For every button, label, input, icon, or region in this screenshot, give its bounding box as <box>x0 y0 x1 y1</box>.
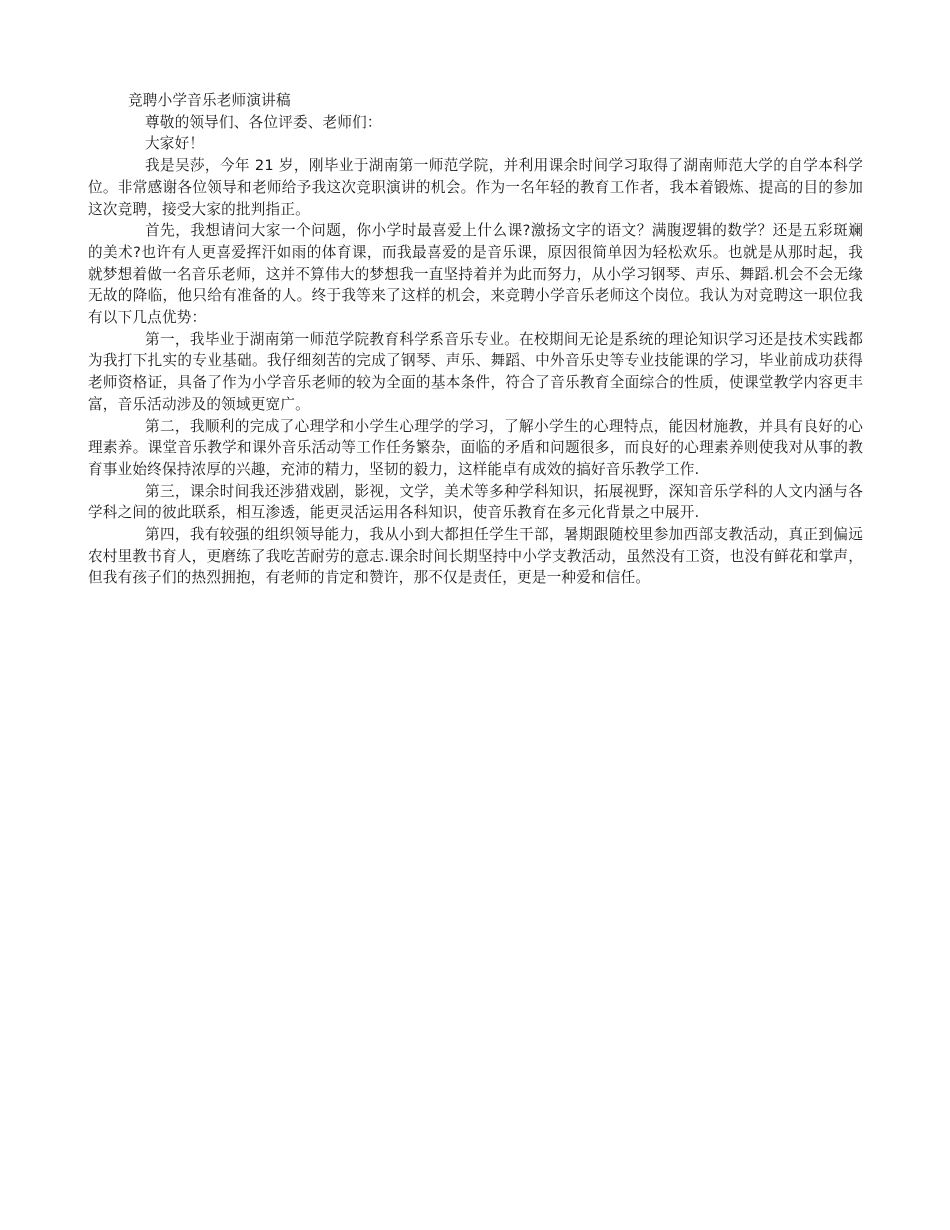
paragraph-point-two: 第二，我顺利的完成了心理学和小学生心理学的学习，了解小学生的心理特点，能因材施教，并具有良好的心理素养。课堂音乐教学和课外音乐活动等工作任务繁杂，面临的矛盾和问题很多，而良好的心理素养则使我对从事的教育事业始终保持浓厚的兴趣，充沛的精力，坚韧的毅力，这样能卓有成效的搞好音乐教学工作. <box>88 417 863 478</box>
salutation: 尊敬的领导们、各位评委、老师们： <box>145 113 382 131</box>
paragraph-point-one: 第一，我毕业于湖南第一师范学院教育科学系音乐专业。在校期间无论是系统的理论知识学习还是技术实践都为我打下扎实的专业基础。我仔细刻苦的完成了钢琴、声乐、舞蹈、中外音乐史等专业技能课的学习，毕业前成功获得老师资格证，具备了作为小学音乐老师的较为全面的基本条件，符合了音乐教育全面综合的性质，使课堂教学内容更丰富，音乐活动涉及的领域更宽广。 <box>88 330 863 413</box>
paragraph-point-three: 第三，课余时间我还涉猎戏剧，影视，文学，美术等多种学科知识，拓展视野，深知音乐学科的人文内涵与各学科之间的彼此联系，相互渗透，能更灵活运用各科知识，使音乐教育在多元化背景之中展开. <box>88 482 863 522</box>
paragraph-motivation: 首先，我想请问大家一个问题，你小学时最喜爱上什么课?激扬文字的语文？满腹逻辑的数学？还是五彩斑斓的美术?也许有人更喜爱挥汗如雨的体育课，而我最喜爱的是音乐课，原因很简单因为轻松欢乐。也就是从那时起，我就梦想着做一名音乐老师，这并不算伟大的梦想我一直坚持着并为此而努力，从小学习钢琴、声乐、舞蹈.机会不会无缘无故的降临，他只给有准备的人。终于我等来了这样的机会，来竞聘小学音乐老师这个岗位。我认为对竞聘这一职位我有以下几点优势： <box>88 222 863 327</box>
document-body <box>88 90 863 589</box>
document-title: 竞聘小学音乐老师演讲稿 <box>128 92 291 109</box>
greeting: 大家好！ <box>145 135 205 153</box>
paragraph-introduction: 我是吴莎，今年 21 岁，刚毕业于湖南第一师范学院，并利用课余时间学习取得了湖南师范大学的自学本科学位。非常感谢各位领导和老师给予我这次竞职演讲的机会。作为一名年轻的教育工作者，我本着锻炼、提高的目的参加这次竞聘，接受大家的批判指正。 <box>88 157 863 218</box>
paragraph-point-four: 第四，我有较强的组织领导能力，我从小到大都担任学生干部，暑期跟随校里参加西部支教活动，真正到偏远农村里教书育人，更磨练了我吃苦耐劳的意志.课余时间长期坚持中小学支教活动，虽然没有工资，也没有鲜花和掌声，但我有孩子们的热烈拥抱，有老师的肯定和赞许，那不仅是责任，更是一种爱和信任。 <box>88 526 863 587</box>
